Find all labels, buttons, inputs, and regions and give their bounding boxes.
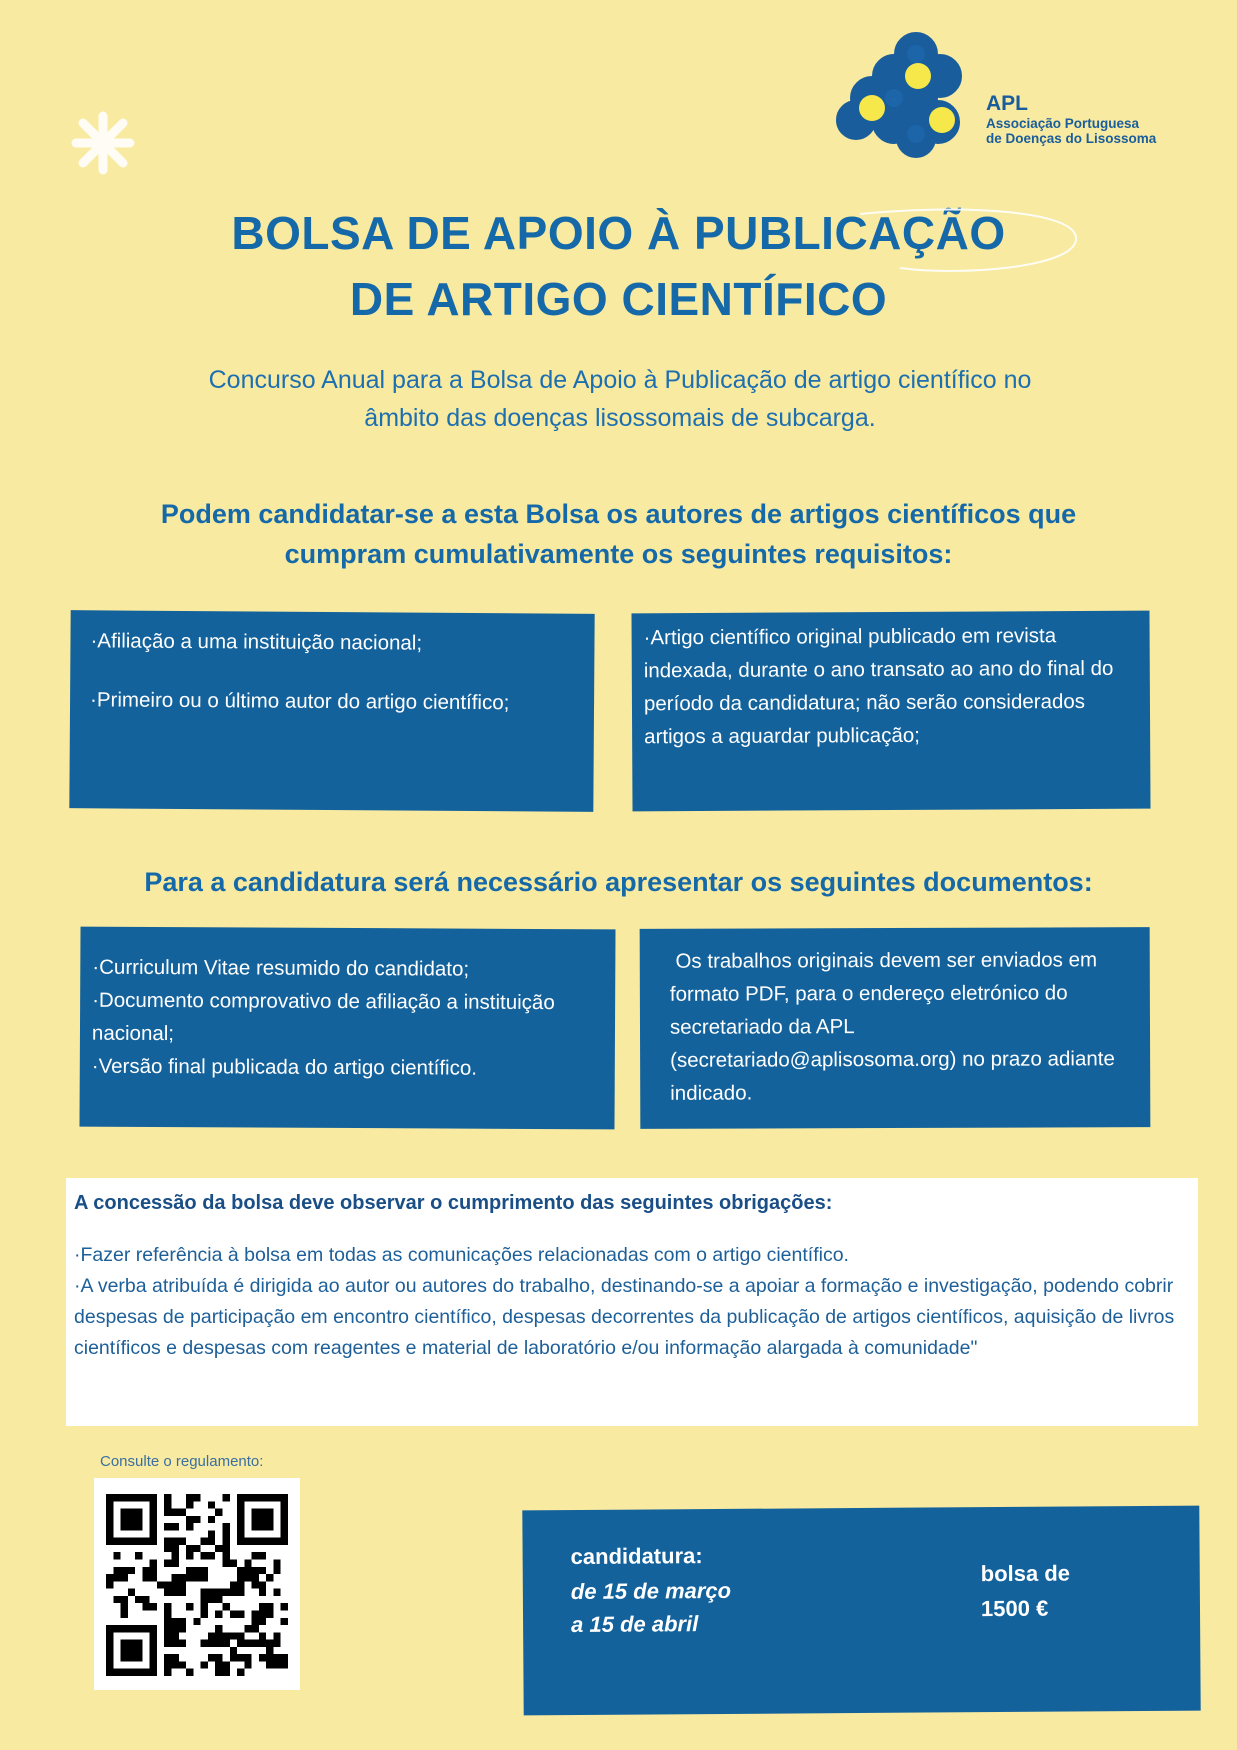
requirements-heading bbox=[0, 494, 1237, 574]
document-item: ·Versão final publicada do artigo científico. bbox=[91, 1054, 478, 1080]
logo-text bbox=[986, 92, 1216, 146]
logo-name-line2: de Doenças do Lisossoma bbox=[986, 131, 1157, 146]
documents-box-left bbox=[79, 927, 615, 1130]
qr-code-icon[interactable] bbox=[106, 1490, 288, 1680]
requirement-item: ·Afiliação a uma instituição nacional; bbox=[90, 629, 423, 655]
submission-instructions: Os trabalhos originais devem ser enviados em formato PDF, para o endereço eletrónico do secretariado da APL (secretariado@aplisosoma.org) no prazo adiante indicado. bbox=[669, 948, 1121, 1105]
obligation-item: ·A verba atribuída é dirigida ao autor ou autores do trabalho, destinando-se a apoiar a formação e investigação, podendo cobrir despesas de participação em encontro científico, despesas decorrentes da publicação de artigos científicos, aquisição de livros científicos e despesas com reagentes e material de laboratório e/ou informação alargada à comunidade" bbox=[74, 1275, 1175, 1359]
dates-panel bbox=[522, 1506, 1200, 1716]
obligation-item: ·Fazer referência à bolsa em todas as comunicações relacionadas com o artigo científico. bbox=[74, 1244, 849, 1266]
logo-abbreviation: APL bbox=[986, 92, 1028, 115]
application-label: candidatura: bbox=[570, 1543, 703, 1570]
subtitle-line1: Concurso Anual para a Bolsa de Apoio à Publicação de artigo científico no bbox=[208, 366, 1032, 394]
grant-amount: 1500 € bbox=[980, 1595, 1049, 1622]
document-item: ·Curriculum Vitae resumido do candidato; bbox=[92, 955, 470, 981]
grant-label: bolsa de bbox=[980, 1560, 1071, 1587]
logo-name-line1: Associação Portuguesa bbox=[986, 116, 1140, 131]
application-start-date: de 15 de março bbox=[570, 1577, 732, 1605]
requirements-box-left bbox=[69, 610, 594, 812]
subtitle-line2: âmbito das doenças lisossomais de subcarga. bbox=[364, 404, 876, 432]
requirements-heading-line2: cumpram cumulativamente os seguintes requisitos: bbox=[284, 539, 953, 569]
sparkle-icon bbox=[70, 110, 136, 176]
swoosh-decoration-icon bbox=[840, 200, 1090, 280]
obligations-panel bbox=[66, 1178, 1198, 1426]
application-end-date: a 15 de abril bbox=[571, 1611, 699, 1638]
regulation-label: Consulte o regulamento: bbox=[100, 1453, 264, 1470]
title-line2: DE ARTIGO CIENTÍFICO bbox=[349, 273, 888, 325]
title-line1: BOLSA DE APOIO À PUBLICAÇÃO bbox=[231, 207, 1006, 259]
documents-box-right bbox=[640, 927, 1151, 1129]
requirement-item: ·Artigo científico original publicado em revista indexada, durante o ano transato ao ano do final do período da candidatura; não serão considerados artigos a aguardar publicação; bbox=[643, 624, 1114, 749]
requirements-box-right bbox=[631, 611, 1150, 812]
document-item: ·Documento comprovativo de afiliação a instituição nacional; bbox=[91, 988, 555, 1046]
qr-code-link[interactable] bbox=[94, 1478, 300, 1690]
subtitle bbox=[80, 361, 1160, 437]
obligations-heading: A concessão da bolsa deve observar o cumprimento das seguintes obrigações: bbox=[74, 1192, 833, 1214]
documents-heading: Para a candidatura será necessário apresentar os seguintes documentos: bbox=[144, 867, 1093, 897]
requirement-item: ·Primeiro ou o último autor do artigo científico; bbox=[89, 688, 510, 715]
requirements-heading-line1: Podem candidatar-se a esta Bolsa os autores de artigos científicos que bbox=[160, 499, 1077, 529]
